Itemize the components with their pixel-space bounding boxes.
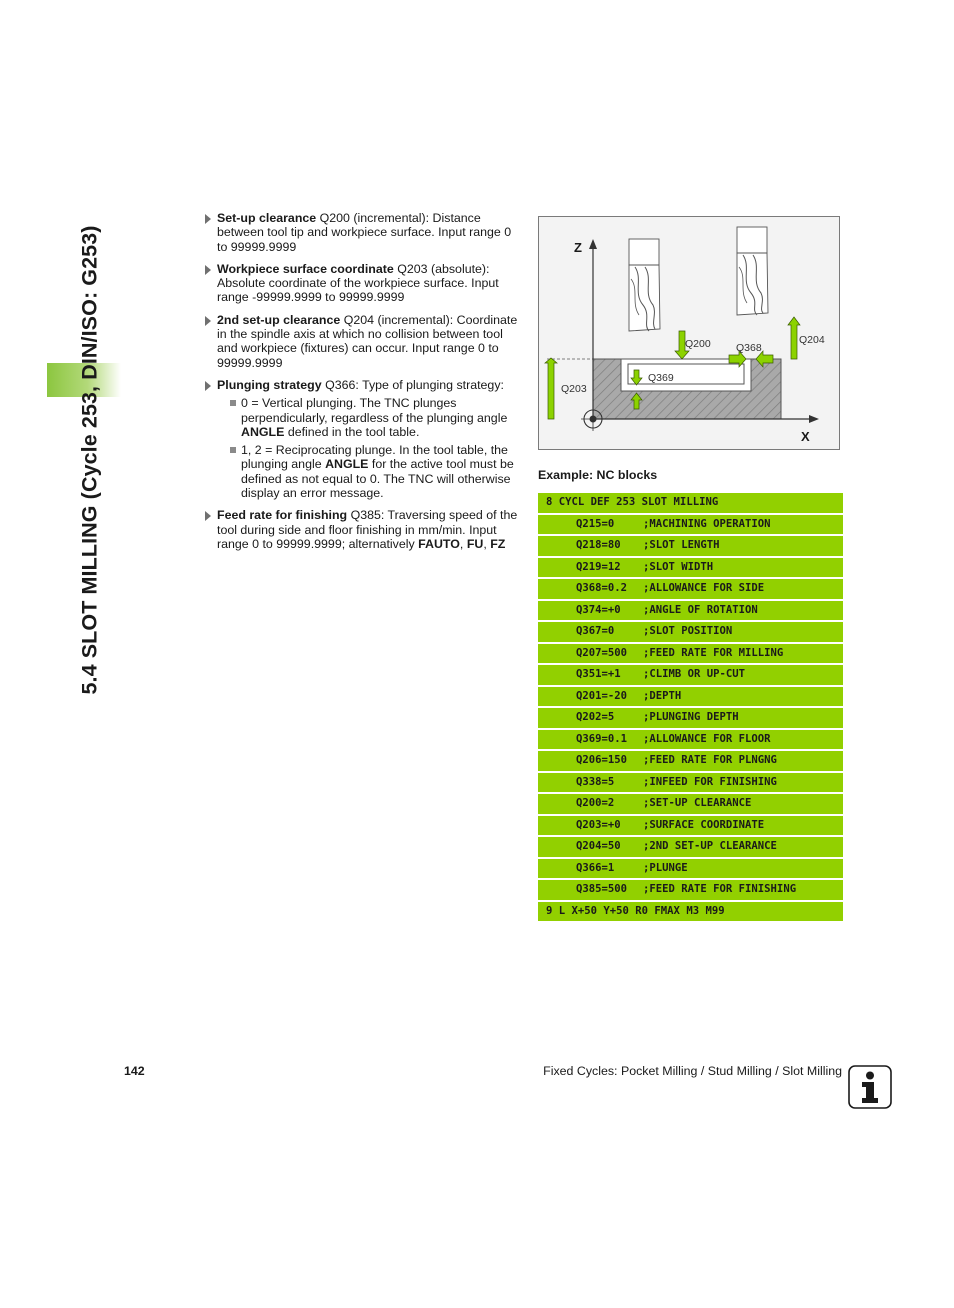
milling-tool-right [737, 227, 768, 315]
nc-block-row [538, 859, 843, 879]
axis-label-x: X [801, 429, 810, 444]
nc-block-row [538, 687, 843, 707]
nc-block-row [538, 515, 843, 535]
param-name: Feed rate for finishing [217, 508, 348, 523]
nc-comment: ;INFEED FOR FINISHING [643, 775, 777, 788]
param-desc: Q366: Type of plunging strategy: [321, 377, 504, 392]
label-q203: Q203 [561, 383, 587, 395]
nc-comment: ;SLOT LENGTH [643, 539, 720, 551]
diagram-svg [539, 217, 839, 449]
section-title: 5.4 SLOT MILLING (Cycle 253, DIN/ISO: G253) [77, 225, 102, 695]
keyword-fz: FZ [490, 536, 506, 551]
triangle-bullet-icon [205, 265, 211, 275]
param-q200 [204, 211, 520, 254]
nc-block-row [538, 708, 843, 728]
nc-param: Q203=+0 [576, 818, 621, 831]
param-name: 2nd set-up clearance [217, 312, 341, 327]
nc-param: Q351=+1 [576, 668, 621, 680]
nc-param: Q215=0 [576, 517, 615, 530]
nc-comment: ;MACHINING OPERATION [643, 517, 771, 530]
label-q200: Q200 [685, 338, 711, 350]
slot-milling-diagram [538, 216, 840, 450]
option-text: 1, 2 = Reciprocating plunge. In the tool table, the plunging angle [241, 443, 508, 472]
param-desc: Q204 (incremental): Coordinate in the spindle axis at which no collision between tool and workpiece (fixtures) can occur. Input range 0 to 99999.9999 [217, 312, 518, 370]
q203-arrow-icon [545, 358, 557, 419]
nc-block-row [538, 536, 843, 556]
example-heading: Example: NC blocks [538, 468, 658, 482]
nc-comment: ;SLOT POSITION [643, 625, 733, 637]
triangle-bullet-icon [205, 381, 211, 391]
nc-comment: ;DEPTH [643, 689, 682, 702]
option-keyword: ANGLE [241, 424, 285, 439]
nc-comment: ;ANGLE OF ROTATION [643, 603, 758, 616]
separator: , [483, 536, 491, 551]
nc-comment: ;SET-UP CLEARANCE [643, 797, 752, 809]
nc-comment: ;SURFACE COORDINATE [643, 818, 765, 831]
nc-block-row [538, 665, 843, 685]
nc-param: Q200=2 [576, 797, 615, 809]
option-keyword: ANGLE [325, 457, 369, 472]
nc-comment: ;PLUNGE [643, 861, 688, 874]
nc-comment: ;SLOT WIDTH [643, 560, 714, 573]
nc-param: Q367=0 [576, 625, 615, 637]
nc-comment: ;2ND SET-UP CLEARANCE [643, 840, 777, 852]
nc-block-row [538, 601, 843, 621]
milling-tool-left [629, 239, 660, 331]
param-q366 [204, 378, 520, 500]
axis-label-z: Z [574, 240, 582, 255]
nc-param: Q374=+0 [576, 603, 621, 616]
nc-comment: ;FEED RATE FOR FINISHING [643, 883, 797, 895]
plunge-option-1 [229, 443, 520, 500]
nc-block-row [538, 880, 843, 900]
option-text-after: defined in the tool table. [284, 424, 420, 439]
plunge-option-0 [229, 396, 520, 439]
param-q203 [204, 262, 520, 305]
parameter-list [204, 211, 520, 559]
nc-param: Q207=500 [576, 646, 628, 659]
option-text: 0 = Vertical plunging. The TNC plunges perpendicularly, regardless of the plunging angle [241, 396, 508, 425]
keyword-fu: FU [466, 536, 484, 551]
nc-param: Q219=12 [576, 560, 621, 573]
label-q369: Q369 [648, 372, 674, 384]
nc-param: Q218=80 [576, 539, 621, 551]
nc-line: 8 CYCL DEF 253 SLOT MILLING [546, 496, 719, 508]
nc-block-row [538, 751, 843, 771]
nc-block-row [538, 902, 843, 922]
nc-param: Q366=1 [576, 861, 615, 874]
param-desc: Q385: Traversing speed of the tool during side and floor finishing in mm/min. Input range 0 to 99999.9999; alternatively [217, 508, 518, 551]
nc-block-row [538, 773, 843, 793]
nc-block-row [538, 837, 843, 857]
keyword-fauto: FAUTO [418, 536, 460, 551]
label-q204: Q204 [799, 334, 825, 346]
nc-block-row [538, 794, 843, 814]
square-bullet-icon [230, 400, 236, 406]
param-name: Workpiece surface coordinate [217, 261, 394, 276]
square-bullet-icon [230, 447, 236, 453]
param-q385 [204, 508, 520, 551]
nc-line: 9 L X+50 Y+50 R0 FMAX M3 M99 [546, 904, 725, 917]
nc-block-row [538, 558, 843, 578]
param-q204 [204, 313, 520, 370]
nc-param: Q206=150 [576, 754, 628, 766]
nc-param: Q338=5 [576, 775, 615, 788]
label-q368: Q368 [736, 342, 762, 354]
nc-param: Q368=0.2 [576, 582, 628, 594]
param-desc: Q200 (incremental): Distance between tool tip and workpiece surface. Input range 0 to 99999.9999 [217, 211, 512, 254]
nc-comment: ;ALLOWANCE FOR SIDE [643, 582, 765, 594]
nc-param: Q385=500 [576, 883, 628, 895]
triangle-bullet-icon [205, 511, 211, 521]
nc-block-list [538, 493, 843, 923]
nc-block-row [538, 730, 843, 750]
nc-block-row [538, 644, 843, 664]
param-name: Plunging strategy [217, 377, 322, 392]
triangle-bullet-icon [205, 214, 211, 224]
nc-param: Q202=5 [576, 711, 615, 723]
page-number: 142 [124, 1064, 145, 1078]
param-desc: Q203 (absolute): Absolute coordinate of the workpiece surface. Input range -99999.9999 to 99999.9999 [217, 261, 499, 305]
nc-comment: ;FEED RATE FOR MILLING [643, 646, 784, 659]
nc-param: Q369=0.1 [576, 732, 628, 745]
workpiece [593, 359, 781, 419]
nc-comment: ;CLIMB OR UP-CUT [643, 668, 746, 680]
nc-comment: ;ALLOWANCE FOR FLOOR [643, 732, 771, 745]
nc-block-row [538, 622, 843, 642]
nc-param: Q204=50 [576, 840, 621, 852]
info-icon [848, 1065, 892, 1109]
nc-param: Q201=-20 [576, 689, 628, 702]
triangle-bullet-icon [205, 316, 211, 326]
chapter-title: Fixed Cycles: Pocket Milling / Stud Milling / Slot Milling [543, 1064, 842, 1078]
nc-comment: ;PLUNGING DEPTH [643, 711, 739, 723]
nc-comment: ;FEED RATE FOR PLNGNG [643, 754, 777, 766]
nc-block-row [538, 579, 843, 599]
separator: , [459, 536, 467, 551]
nc-block-row [538, 493, 843, 513]
param-name: Set-up clearance [217, 211, 317, 225]
option-text-after: for the active tool must be defined as not equal to 0. The TNC will otherwise display an error message. [241, 457, 514, 501]
nc-block-row [538, 816, 843, 836]
